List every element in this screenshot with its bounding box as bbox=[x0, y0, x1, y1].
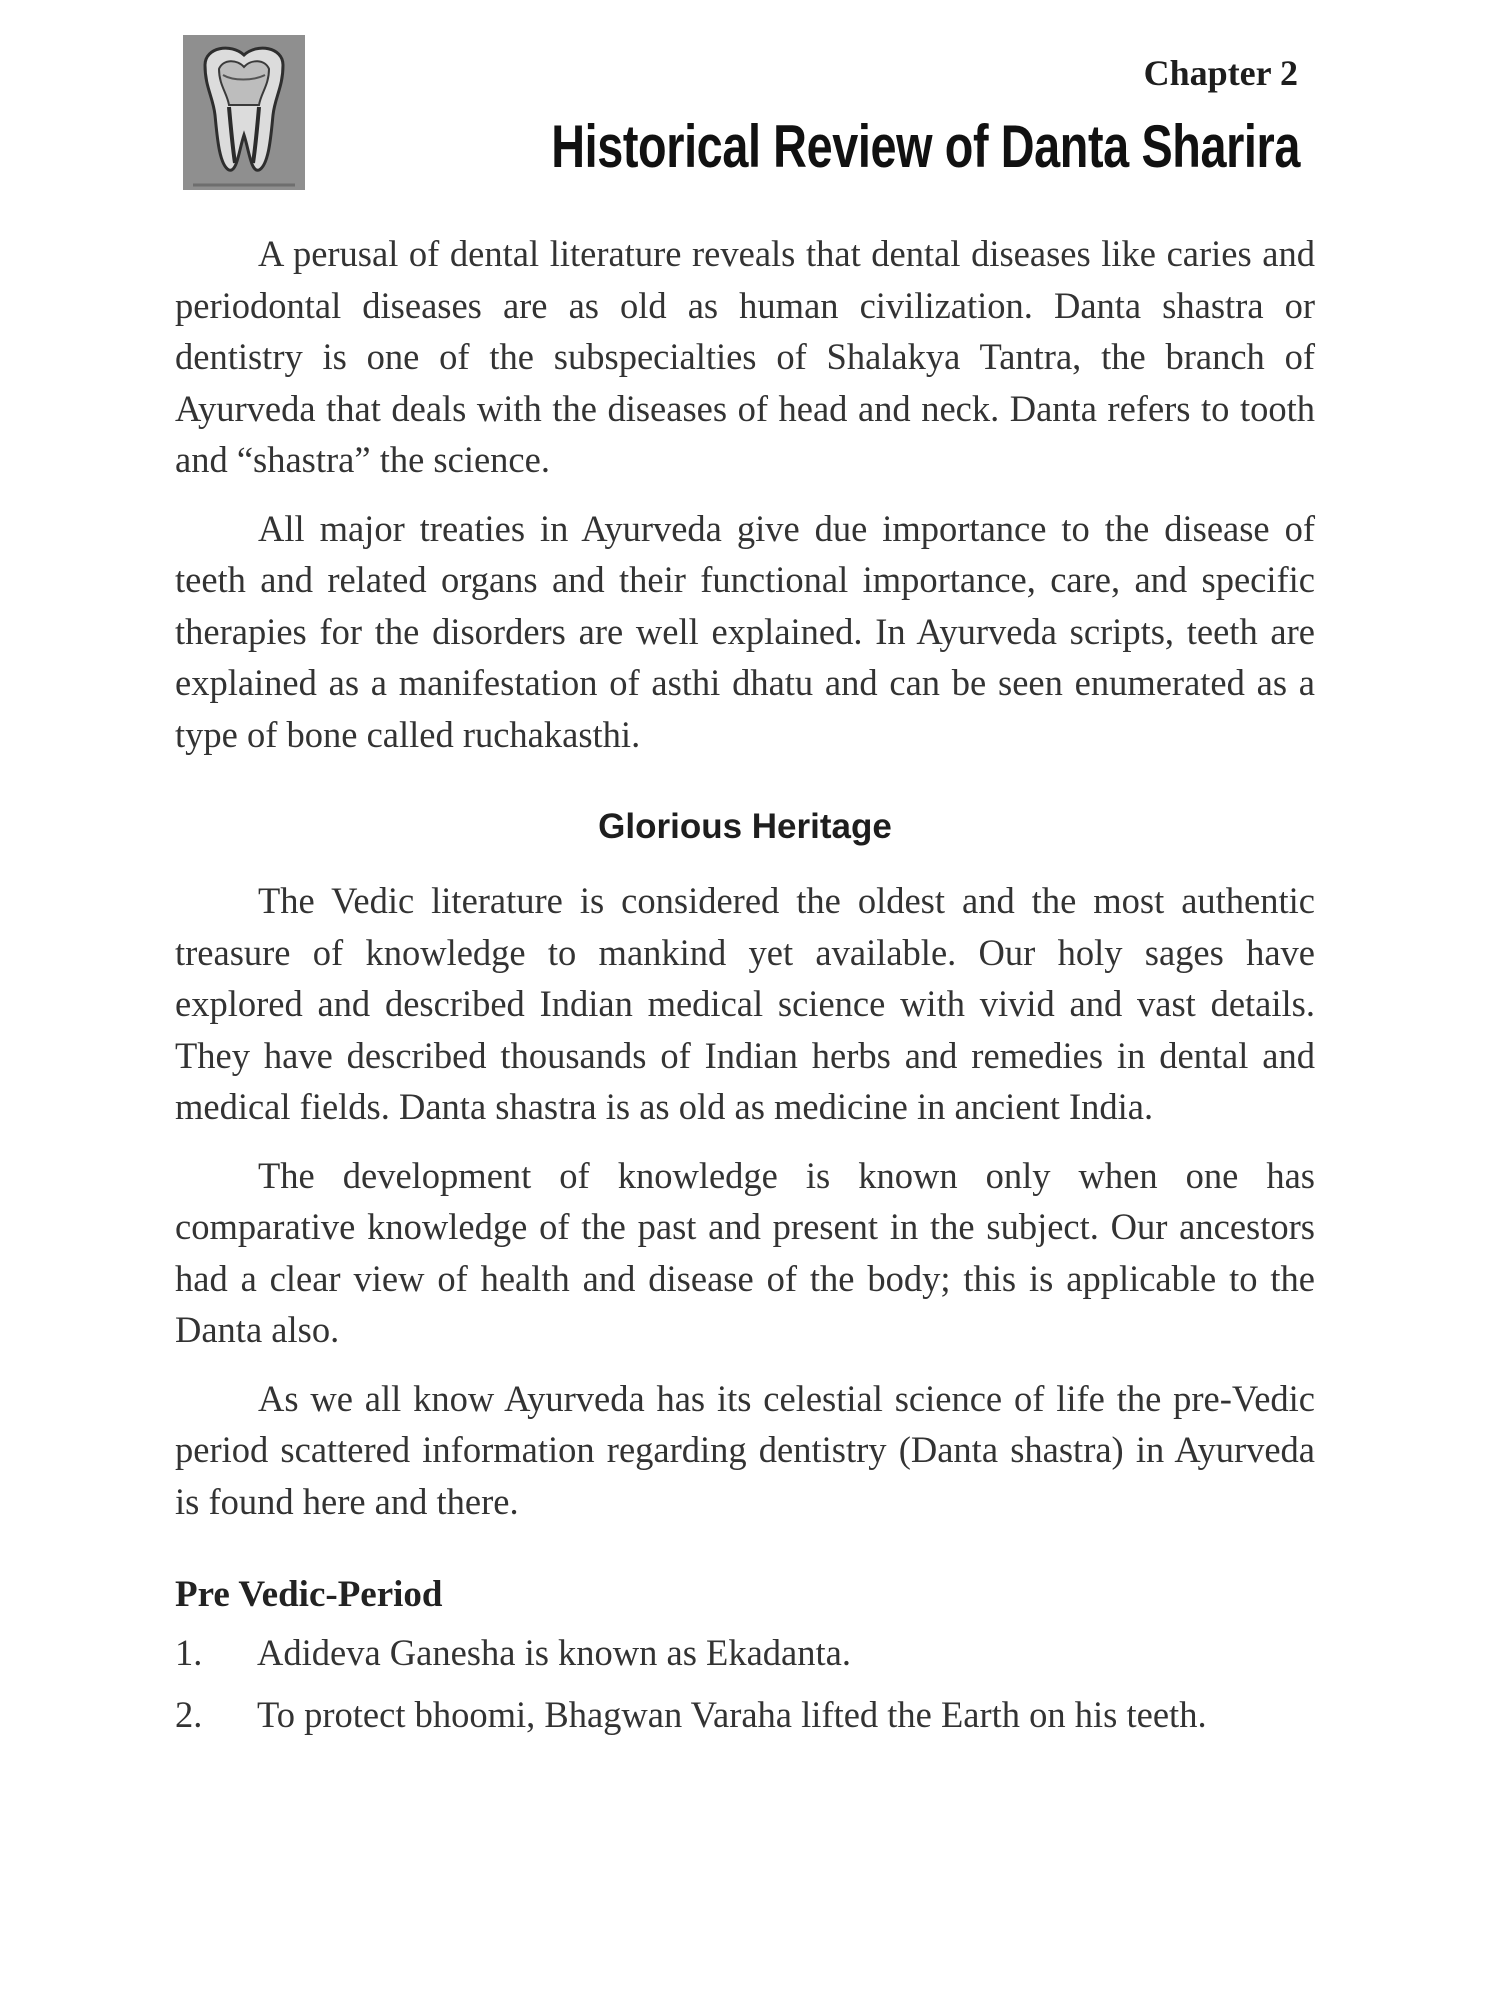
chapter-title: Historical Review of Danta Sharira bbox=[551, 113, 1300, 180]
list-item-number: 2. bbox=[175, 1693, 203, 1735]
pre-vedic-list bbox=[175, 1627, 1315, 1740]
section-heading-pre-vedic-period: Pre Vedic-Period bbox=[175, 1574, 443, 1615]
body-paragraph: The development of knowledge is known only when one has comparative knowledge of the past and present in the subject. Our ancestors had a clear view of health and disease of the body; this is applicable to the Danta also. bbox=[175, 1154, 1315, 1350]
list-item-number: 1. bbox=[175, 1632, 203, 1673]
chapter-body bbox=[175, 228, 1315, 1750]
tooth-cross-section-icon bbox=[183, 35, 305, 190]
section-heading-glorious-heritage: Glorious Heritage bbox=[598, 807, 892, 846]
list-item-text: To protect bhoomi, Bhagwan Varaha lifted the Earth on his teeth. bbox=[257, 1693, 1207, 1735]
body-paragraph: The Vedic literature is considered the oldest and the most authentic treasure of knowledge to mankind yet available. Our holy sages have explored and described Indian medical science with vivid and vast details. They have described thousands of Indian herbs and remedies in dental and medical fields. Danta shastra is as old as medicine in ancient India. bbox=[175, 880, 1315, 1127]
list-item bbox=[175, 1689, 1315, 1741]
list-item bbox=[175, 1627, 1315, 1679]
chapter-logo bbox=[183, 35, 305, 190]
intro-paragraph: All major treaties in Ayurveda give due importance to the disease of teeth and related organs and their functional importance, care, and specific therapies for the disorders are well explained. In Ayurveda scripts, teeth are explained as a manifestation of asthi dhatu and can be seen enumerated as a type of bone called ruchakasthi. bbox=[175, 507, 1315, 755]
chapter-label: Chapter 2 bbox=[1143, 53, 1298, 93]
body-paragraph: As we all know Ayurveda has its celestial science of life the pre-Vedic period scattered information regarding dentistry (Danta shastra) in Ayurveda is found here and there. bbox=[175, 1377, 1315, 1522]
intro-paragraph: A perusal of dental literature reveals that dental diseases like caries and periodontal diseases are as old as human civilization. Danta shastra or dentistry is one of the subspecialties of Shalakya Tantra, the branch of Ayurveda that deals with the diseases of head and neck. Danta refers to tooth and “shastra” the science. bbox=[175, 233, 1315, 480]
list-item-text: Adideva Ganesha is known as Ekadanta. bbox=[257, 1632, 851, 1673]
